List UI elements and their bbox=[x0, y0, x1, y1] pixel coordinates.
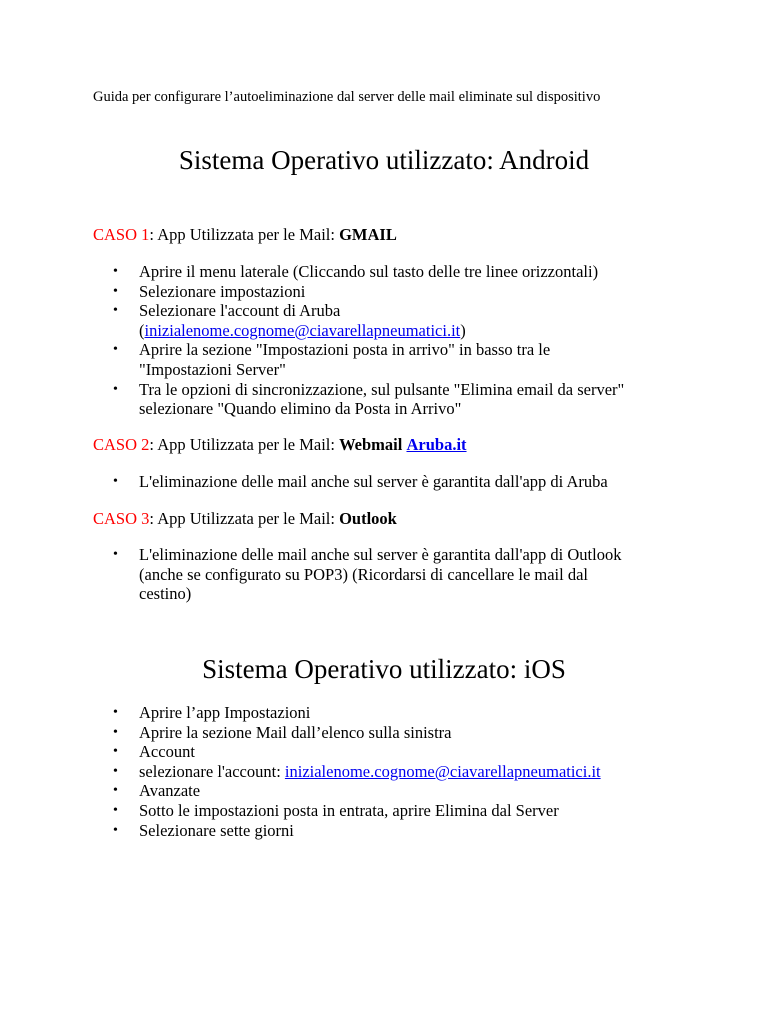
ios-step3: Account bbox=[139, 742, 195, 762]
case1-step5-line1: Tra le opzioni di sincronizzazione, sul pulsante "Elimina email da server" bbox=[139, 379, 625, 399]
ios-step2: Aprire la sezione Mail dall’elenco sulla sinistra bbox=[139, 722, 452, 742]
case2-step1: L'eliminazione delle mail anche sul server è garantita dall'app di Aruba bbox=[139, 472, 608, 491]
case3-label: CASO 3 bbox=[93, 509, 150, 528]
list-item bbox=[0, 723, 699, 743]
case2-steps bbox=[0, 472, 699, 492]
case1-label: CASO 1 bbox=[93, 225, 150, 244]
aruba-email-link[interactable]: inizialenome.cognome@ciavarellapneumatici.it bbox=[144, 320, 461, 340]
case3-heading bbox=[93, 509, 397, 529]
case1-app: GMAIL bbox=[339, 225, 397, 244]
aruba-link[interactable]: Aruba.it bbox=[406, 435, 467, 454]
list-item bbox=[0, 703, 699, 723]
case3-steps bbox=[0, 545, 699, 604]
intro-text: Guida per configurare l’autoeliminazione dal server delle mail eliminate sul dispositivo bbox=[93, 89, 601, 105]
list-item bbox=[0, 781, 699, 801]
case1-text: : App Utilizzata per le Mail: bbox=[149, 225, 340, 244]
case1-step4-line2: "Impostazioni Server" bbox=[139, 359, 286, 379]
case3-text: : App Utilizzata per le Mail: bbox=[149, 509, 340, 528]
ios-step1: Aprire l’app Impostazioni bbox=[139, 703, 311, 722]
case2-label: CASO 2 bbox=[93, 435, 150, 454]
list-item bbox=[0, 801, 699, 821]
list-item bbox=[0, 301, 699, 340]
list-item bbox=[0, 282, 699, 302]
case3-step1-line3: cestino) bbox=[139, 584, 192, 604]
list-item bbox=[0, 380, 699, 419]
ios-steps bbox=[0, 703, 699, 840]
list-item bbox=[0, 472, 699, 492]
ios-heading: Sistema Operativo utilizzato: iOS bbox=[202, 654, 566, 684]
case1-step3-line1: Selezionare l'account di Aruba bbox=[139, 301, 341, 321]
ios-step5: Avanzate bbox=[139, 781, 201, 801]
list-item bbox=[0, 340, 699, 379]
case1-step2: Selezionare impostazioni bbox=[139, 281, 306, 301]
list-item bbox=[0, 262, 699, 282]
list-item bbox=[0, 821, 699, 841]
case1-step3-open: ( bbox=[139, 320, 145, 340]
ios-step7: Selezionare sette giorni bbox=[139, 820, 294, 840]
case2-text: : App Utilizzata per le Mail: bbox=[149, 435, 340, 454]
android-heading: Sistema Operativo utilizzato: Android bbox=[178, 145, 590, 175]
case1-steps bbox=[0, 262, 699, 419]
list-item bbox=[0, 545, 699, 604]
ios-step6: Sotto le impostazioni posta in entrata, aprire Elimina dal Server bbox=[139, 800, 559, 820]
list-item bbox=[0, 762, 699, 782]
case3-step1-line2: (anche se configurato su POP3) (Ricordarsi di cancellare le mail dal bbox=[139, 564, 589, 584]
case1-step5-line2: selezionare "Quando elimino da Posta in Arrivo" bbox=[139, 399, 462, 419]
case3-step1-line1: L'eliminazione delle mail anche sul server è garantita dall'app di Outlook bbox=[139, 545, 622, 564]
ios-email-link[interactable]: inizialenome.cognome@ciavarellapneumatici.it bbox=[284, 761, 601, 781]
ios-step4-text: selezionare l'account: bbox=[139, 761, 285, 781]
case2-heading bbox=[93, 435, 467, 455]
case1-heading bbox=[93, 225, 397, 245]
case2-app: Webmail bbox=[339, 435, 403, 454]
case3-app: Outlook bbox=[339, 509, 397, 528]
case1-step1: Aprire il menu laterale (Cliccando sul tasto delle tre linee orizzontali) bbox=[139, 262, 599, 281]
case1-step3-close: ) bbox=[460, 320, 466, 340]
list-item bbox=[0, 742, 699, 762]
case1-step4-line1: Aprire la sezione "Impostazioni posta in arrivo" in basso tra le bbox=[139, 340, 551, 360]
